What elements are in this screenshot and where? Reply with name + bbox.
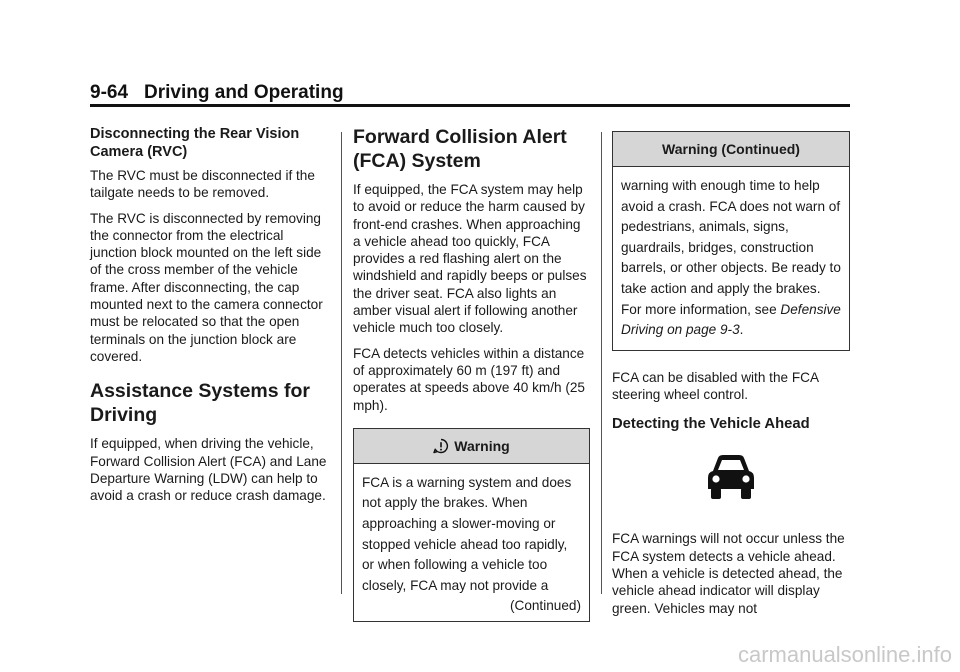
heading-disconnecting-rvc: Disconnecting the Rear Vision Camera (RVC) bbox=[90, 126, 300, 160]
paragraph: If equipped, when driving the vehicle, Forward Collision Alert (FCA) and Lane Departure Warning (LDW) can help to avoid a crash or reduce crash damage. bbox=[90, 436, 327, 504]
warning-header bbox=[354, 429, 589, 464]
paragraph: FCA warnings will not occur unless the FCA system detects a vehicle ahead. When a vehicle is detected ahead, the vehicle ahead indicator will display green. Vehicles may not bbox=[612, 531, 845, 616]
header-rule bbox=[90, 104, 850, 107]
column-1 bbox=[90, 125, 330, 512]
warning-text: warning with enough time to help avoid a crash. FCA does not warn of pedestrians, animals, signs, guardrails, bridges, construction barrels, or other objects. Be ready to take action and apply the brakes. For more information, see Defensive Driving on page 9-3. bbox=[621, 178, 841, 338]
paragraph: FCA can be disabled with the FCA steering wheel control. bbox=[612, 369, 819, 403]
page-number: 9-64 bbox=[90, 82, 129, 103]
continued-label: (Continued) bbox=[509, 598, 581, 614]
page-header bbox=[90, 82, 344, 104]
vehicle-ahead-icon bbox=[701, 453, 761, 501]
warning-symbol-icon bbox=[433, 438, 449, 454]
heading-fca-system: Forward Collision Alert (FCA) System bbox=[353, 126, 567, 172]
warning-header: Warning (Continued) bbox=[613, 132, 849, 167]
warning-body bbox=[613, 167, 849, 350]
heading-assistance-systems: Assistance Systems for Driving bbox=[90, 380, 311, 427]
column-divider-1 bbox=[341, 132, 342, 594]
column-2 bbox=[353, 125, 590, 622]
paragraph: FCA detects vehicles within a distance of approximately 60 m (197 ft) and operates at speeds above 40 km/h (25 mph). bbox=[353, 345, 585, 413]
warning-text: FCA is a warning system and does not apply the brakes. When approaching a slower-moving or stopped vehicle ahead too rapidly, or when following a vehicle too closely, FCA may not provide a bbox=[362, 474, 572, 593]
warning-title: Warning bbox=[454, 437, 510, 454]
cross-reference-link[interactable]: Defensive Driving on page 9-3 bbox=[621, 301, 841, 338]
warning-box bbox=[353, 428, 590, 623]
paragraph: The RVC must be disconnected if the tailgate needs to be removed. bbox=[90, 168, 315, 201]
warning-body bbox=[354, 464, 589, 622]
column-3 bbox=[612, 131, 850, 625]
watermark: carmanualsonline.info bbox=[737, 642, 952, 667]
column-divider-2 bbox=[601, 132, 602, 594]
paragraph: If equipped, the FCA system may help to avoid or reduce the harm caused by front-end crashes. When approaching a vehicle ahead too quickly, FCA provides a red flashing alert on the windshield and rapidly beeps or pulses the driver seat. FCA also lights an amber visual alert if following another vehicle much too closely. bbox=[353, 182, 587, 336]
paragraph: The RVC is disconnected by removing the connector from the electrical junction block mounted on the left side of the cross member of the vehicle frame. After disconnecting, the cap mounted next to the camera connector must be relocated so that the open terminals on the junction block are covered. bbox=[90, 210, 323, 364]
heading-detecting-vehicle-ahead: Detecting the Vehicle Ahead bbox=[612, 416, 810, 433]
chapter-title: Driving and Operating bbox=[144, 82, 344, 103]
warning-box-continued bbox=[612, 131, 850, 351]
